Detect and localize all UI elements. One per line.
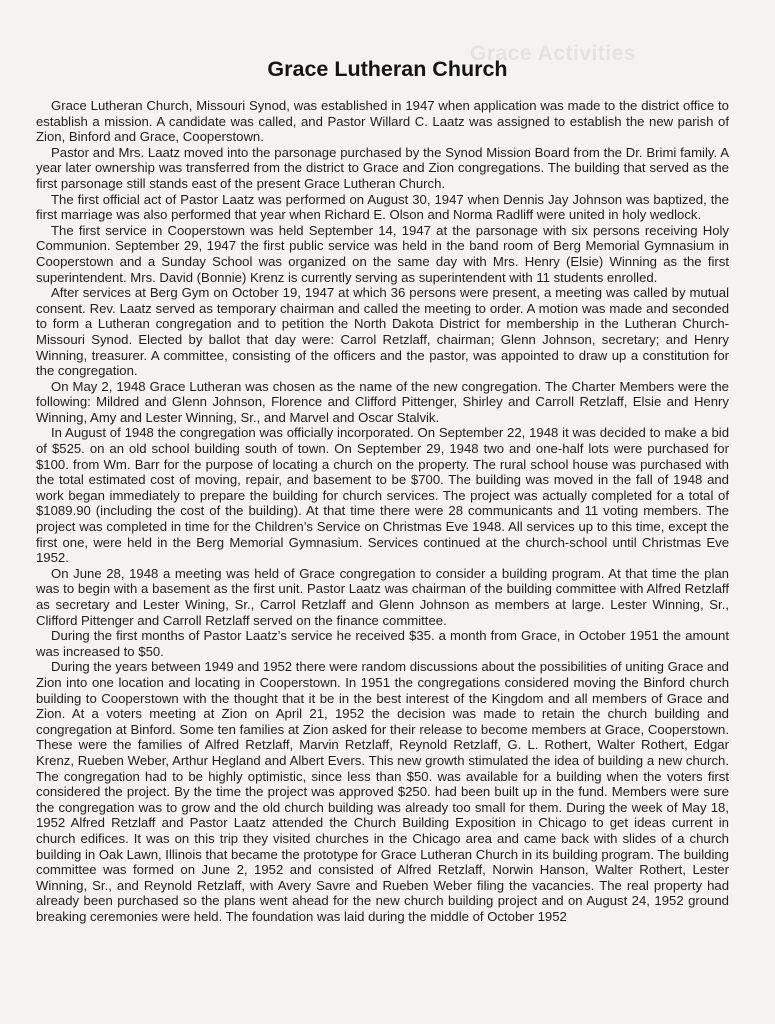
paragraph-1: Grace Lutheran Church, Missouri Synod, was established in 1947 when application was made to the district office to establish a mission. A candidate was called, and Pastor Willard C. Laatz was assigned to establish the new parish of Zion, Binford and Grace, Cooperstown. [36,98,729,145]
paragraph-10: During the years between 1949 and 1952 there were random discussions about the possibilities of uniting Grace and Zion into one location and locating in Cooperstown. In 1951 the congregations considered moving the Binford church building to Cooperstown with the thought that it be in the best interest of the Kingdom and all members of Grace and Zion. At a voters meeting at Zion on April 21, 1952 the decision was made to retain the church building and congregation at Binford. Some ten families at Zion asked for their release to become members at Grace, Cooperstown. These were the families of Alfred Retzlaff, Marvin Retzlaff, Reynold Retzlaff, G. L. Rothert, Walter Rothert, Edgar Krenz, Rueben Weber, Arthur Hegland and Albert Evers. This new growth stimulated the idea of building a new church. The congregation had to be highly optimistic, since less than $50. was available for a building when the voters first considered the project. By the time the project was approved $250. had been built up in the fund. Members were sure the congregation was to grow and the old church building was already too small for them. During the week of May 18, 1952 Alfred Retzlaff and Pastor Laatz attended the Church Building Exposition in Chicago to get ideas current in church edifices. It was on this trip they visited churches in the Chicago area and came back with slides of a church building in Oak Lawn, Illinois that became the prototype for Grace Lutheran Church in its building program. The building committee was formed on June 2, 1952 and consisted of Alfred Retzlaff, Norwin Hanson, Walter Rothert, Lester Winning, Sr., and Reynold Retzlaff, with Avery Savre and Rueben Weber filing the vacancies. The real property had already been purchased so the plans went ahead for the new church building project and on August 24, 1952 ground breaking ceremonies were held. The foundation was laid during the middle of October 1952 [36,659,729,924]
paragraph-8: On June 28, 1948 a meeting was held of Grace congregation to consider a building program. At that time the plan was to begin with a basement as the first unit. Pastor Laatz was chairman of the building committee with Alfred Retzlaff as secretary and Lester Wining, Sr., Carrol Retzlaff and Glenn Johnson as members at large. Lester Winning, Sr., Clifford Pittenger and Carroll Retzlaff served on the finance committee. [36,565,729,628]
faded-heading: Grace Activities [470,42,636,65]
paragraph-2: Pastor and Mrs. Laatz moved into the parsonage purchased by the Synod Mission Board from the Dr. Brimi family. A year later ownership was transferred from the district to Grace and Zion congregations. The building that served as the first parsonage still stands east of the present Grace Lutheran Church. [36,144,729,191]
paragraph-7: In August of 1948 the congregation was officially incorporated. On September 22, 1948 it was decided to make a bid of $525. on an old school building south of town. On September 29, 1948 two and one-half lots were purchased for $100. from Wm. Barr for the purpose of locating a church on the property. The rural school house was purchased with the total estimated cost of moving, repair, and basement to be $700. The building was moved in the fall of 1948 and work began immediately to prepare the building for church services. The project was actually completed for a total of $1089.90 (including the cost of the building). At that time there were 28 communicants and 11 voting members. The project was completed in time for the Children’s Service on Christmas Eve 1948. All services up to this time, except the first one, were held in the Berg Memorial Gymnasium. Services continued at the church-school until Christmas Eve 1952. [36,425,729,566]
page-title: Grace Lutheran Church [267,57,508,81]
paragraph-9: During the first months of Pastor Laatz’s service he received $35. a month from Grace, in October 1951 the amount was increased to $50. [36,628,729,659]
paragraph-5: After services at Berg Gym on October 19, 1947 at which 36 persons were present, a meeting was called by mutual consent. Rev. Laatz served as temporary chairman and called the meeting to order. A motion was made and seconded to form a Lutheran congregation and to petition the North Dakota District for membership in the Lutheran Church-Missouri Synod. Elected by ballot that day were: Carrol Retzlaff, chairman; Glenn Johnson, secretary; and Henry Winning, treasurer. A committee, consisting of the officers and the pastor, was appointed to draw up a constitution for the congregation. [36,285,729,379]
paragraph-4: The first service in Cooperstown was held September 14, 1947 at the parsonage with six persons receiving Holy Communion. September 29, 1947 the first public service was held in the band room of Berg Memorial Gymnasium in Cooperstown and a Sunday School was organized on the same day with Mrs. Henry (Elsie) Winning as the first superintendent. Mrs. David (Bonnie) Krenz is currently serving as superintendent with 11 students enrolled. [36,222,729,285]
article-body [36,98,729,924]
paragraph-3: The first official act of Pastor Laatz was performed on August 30, 1947 when Dennis Jay Johnson was baptized, the first marriage was also performed that year when Richard E. Olson and Norma Radliff were united in holy wedlock. [36,191,729,223]
paragraph-6: On May 2, 1948 Grace Lutheran was chosen as the name of the new congregation. The Charter Members were the following: Mildred and Glenn Johnson, Florence and Clifford Pittenger, Shirley and Carroll Retzlaff, Elsie and Henry Winning, Amy and Lester Winning, Sr., and Marvel and Oscar Stalvik. [36,378,729,425]
